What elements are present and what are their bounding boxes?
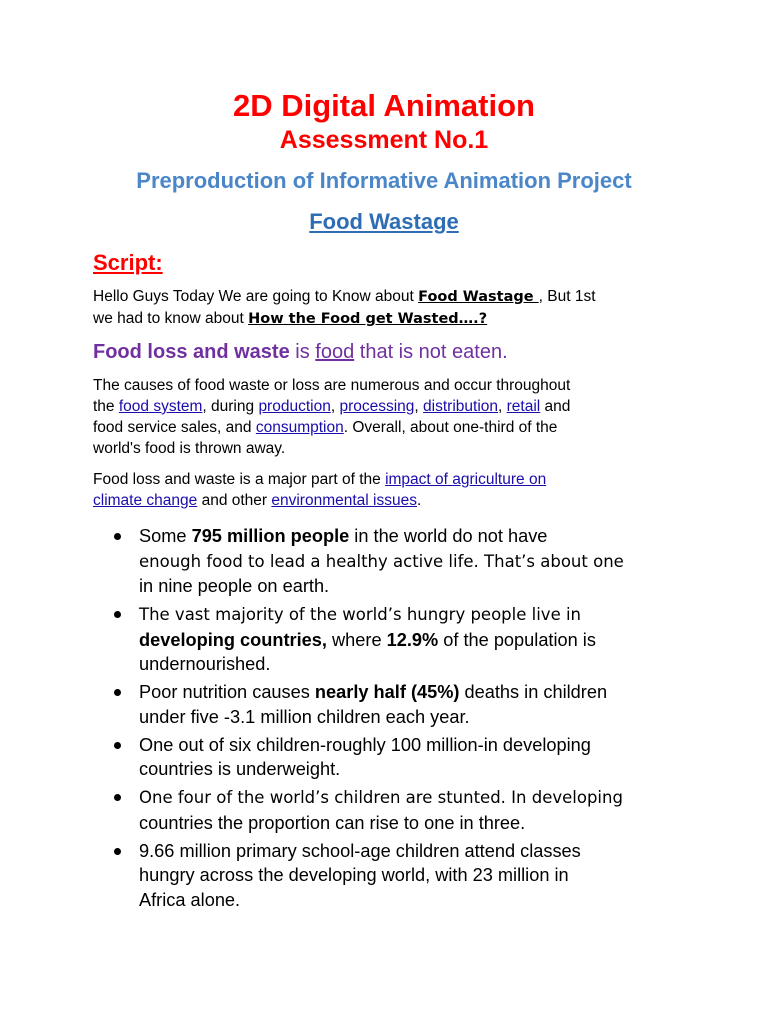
intro-text-1: Hello Guys Today We are going to Know about <box>93 288 419 305</box>
bullet-text: under five -3.1 million children each year. <box>139 706 470 727</box>
bullet-text: The vast majority of the world’s hungry people live in <box>139 605 582 624</box>
bullet-text: in nine people on earth. <box>139 576 330 596</box>
document-title: 2D Digital Animation <box>233 88 535 123</box>
bullet-text: undernourished. <box>139 654 271 674</box>
lead-food-link[interactable]: food <box>315 341 355 363</box>
bullet-icon <box>114 794 121 801</box>
intro-text-2: , But 1st <box>538 288 596 305</box>
impact-agriculture-link[interactable]: impact of agriculture on <box>385 471 547 488</box>
causes-sep-3: , <box>498 398 507 415</box>
bullet-bold: nearly half (45%) <box>314 682 460 702</box>
bullet-icon <box>114 611 121 618</box>
bullet-text: where <box>326 629 387 650</box>
list-item <box>112 524 692 599</box>
distribution-link[interactable]: distribution <box>423 398 499 415</box>
intro-how-wasted: How the Food get Wasted….? <box>248 311 488 327</box>
bullet-icon <box>114 533 121 540</box>
intro-paragraph <box>93 286 693 330</box>
bullet-icon <box>114 742 121 749</box>
lead-bold: Food loss and waste <box>93 341 290 363</box>
bullet-text: Poor nutrition causes <box>139 682 315 702</box>
production-link[interactable]: production <box>258 398 331 415</box>
causes-text-6: . Overall, about one-third of the <box>343 419 558 436</box>
bullet-text: in the world do not have <box>349 526 548 546</box>
causes-text-5: food service sales, and <box>93 419 256 436</box>
bullet-text: Some <box>139 526 192 546</box>
bullet-bold: 12.9% <box>386 629 439 650</box>
causes-sep-2: , <box>414 398 424 415</box>
bullet-text: Africa alone. <box>139 889 241 910</box>
impact-text-1: Food loss and waste is a major part of the <box>93 471 386 488</box>
intro-text-3: we had to know about <box>93 310 249 327</box>
retail-link[interactable]: retail <box>506 398 541 415</box>
bullet-icon <box>114 848 121 855</box>
list-item <box>112 602 692 677</box>
causes-text-4: and <box>540 398 571 415</box>
list-item <box>112 785 692 835</box>
food-system-link[interactable]: food system <box>118 398 203 415</box>
bullet-icon <box>114 689 121 696</box>
bullet-text: One four of the world’s children are stunted <box>139 788 501 807</box>
causes-text-2: the <box>93 398 119 415</box>
causes-paragraph <box>93 375 693 459</box>
lead-mid: is <box>289 341 316 363</box>
project-title: Preproduction of Informative Animation Project <box>136 168 632 193</box>
bullet-text: countries is underweight. <box>139 759 341 779</box>
processing-link[interactable]: processing <box>339 398 415 415</box>
topic-title <box>0 207 768 237</box>
bullet-text: One out of six children-roughly 100 million-in developing <box>139 734 591 755</box>
bullet-text: enough food to lead a healthy active life. That’s about one <box>139 551 624 571</box>
intro-food-wastage: Food Wastage <box>418 289 539 305</box>
causes-sep-1: , <box>330 398 340 415</box>
impact-text-3: . <box>416 492 422 509</box>
bullet-text: . In developing <box>500 788 623 807</box>
list-item <box>112 839 692 913</box>
bullet-bold: 795 million people <box>191 526 350 546</box>
list-item <box>112 680 692 729</box>
lead-sentence <box>93 338 508 366</box>
facts-list <box>112 524 692 916</box>
lead-end: that is not eaten. <box>354 341 508 363</box>
script-heading-text: Script: <box>93 250 163 275</box>
causes-text-3: , during <box>202 398 259 415</box>
causes-text-1: The causes of food waste or loss are numerous and occur throughout <box>93 377 571 394</box>
bullet-text: of the population is <box>438 629 596 650</box>
bullet-bold: developing countries, <box>139 629 327 650</box>
climate-change-link[interactable]: climate change <box>93 492 198 509</box>
bullet-text: 9.66 million primary school-age children attend classes <box>139 840 581 861</box>
script-heading <box>93 248 163 278</box>
assessment-title: Assessment No.1 <box>279 126 489 154</box>
impact-text-2: and other <box>197 492 272 509</box>
consumption-link[interactable]: consumption <box>255 419 344 436</box>
bullet-text: hungry across the developing world, with 23 million in <box>139 865 569 885</box>
list-item <box>112 733 692 782</box>
impact-paragraph <box>93 469 693 511</box>
topic-text: Food Wastage <box>309 209 459 234</box>
bullet-text: deaths in children <box>459 682 608 702</box>
environmental-issues-link[interactable]: environmental issues <box>271 492 417 509</box>
causes-text-7: world's food is thrown away. <box>93 440 286 457</box>
bullet-text: countries the proportion can rise to one in three. <box>139 812 526 833</box>
